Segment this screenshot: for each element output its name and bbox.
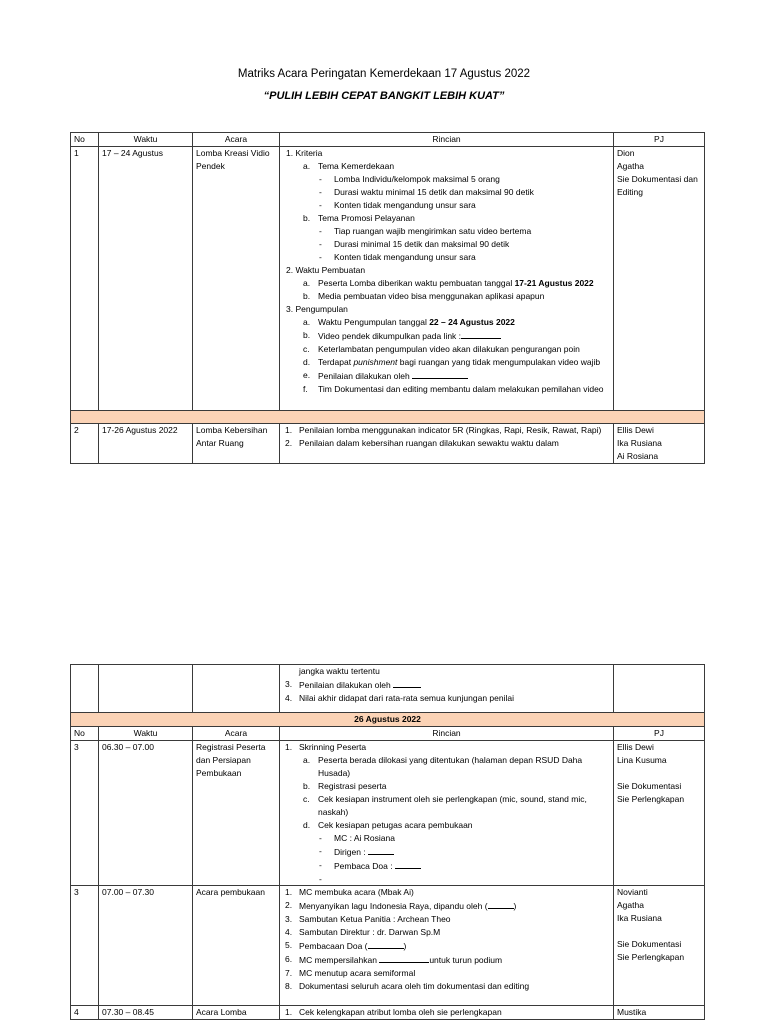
row-pj bbox=[614, 886, 705, 1006]
list-item: - Dirigen : bbox=[283, 845, 610, 859]
row-waktu: 07.00 – 07.30 bbox=[99, 886, 193, 1006]
pj-name: Mustika bbox=[617, 1007, 647, 1017]
header-rincian: Rincian bbox=[280, 727, 614, 741]
list-item: - Durasi minimal 15 detik dan maksimal 90 detik bbox=[319, 239, 510, 249]
pj-name: Agatha bbox=[617, 161, 644, 171]
pj-name: Sie Perlengkapan bbox=[617, 794, 685, 804]
row-pj bbox=[614, 1006, 705, 1020]
theme-kemerdekaan-list bbox=[283, 173, 610, 212]
list-item: • 5. Pembacaan Doa ( ) bbox=[283, 939, 610, 953]
table-header-row bbox=[71, 727, 705, 741]
list-item: • 1. Penilaian lomba menggunakan indicator 5R (Ringkas, Rapi, Resik, Rawat, Rapi) bbox=[283, 424, 610, 437]
list-item: • 2. Penilaian dalam kebersihan ruangan dilakukan sewaktu waktu dalam bbox=[283, 437, 610, 450]
row-rincian bbox=[280, 1006, 614, 1020]
pj-name bbox=[617, 925, 701, 938]
pj-name: Agatha bbox=[617, 900, 644, 910]
pj-name bbox=[617, 767, 701, 780]
row-rincian: • 1. Skrinning Peserta a. Peserta berada dilokasi yang ditentukan (halaman depan RSUD Daha Husada) b. Registrasi peserta c. Cek kesiapan instrument oleh sie perlengkapan (mic, sound, stand mic, naskah) d. Cek kesiapan petugas acara pembukaan - MC : Ai Rosiana - Dirigen : - Pembaca Doa : - bbox=[280, 741, 614, 886]
row-pj bbox=[614, 741, 705, 886]
list-item: e. Penilaian dilakukan oleh bbox=[283, 369, 610, 383]
list-item: • 8. Dokumentasi seluruh acara oleh tim dokumentasi dan editing bbox=[283, 980, 610, 993]
list-item: • 4. Sambutan Direktur : dr. Darwan Sp.M bbox=[283, 926, 610, 939]
pj-name: Sie Perlengkapan bbox=[617, 952, 685, 962]
pj-name: Ai Rosiana bbox=[617, 451, 659, 461]
row-rincian bbox=[280, 424, 614, 464]
row-no: 3 bbox=[71, 886, 99, 1006]
theme-promosi-list bbox=[283, 225, 610, 264]
list-item: d. Terdapat punishment bagi ruangan yang tidak mengumpulakan video wajib bbox=[303, 357, 601, 367]
row-rincian bbox=[280, 147, 614, 411]
pj-name: Ellis Dewi bbox=[617, 425, 654, 435]
list-item: • 3. Sambutan Ketua Panitia : Archean Theo bbox=[283, 913, 610, 926]
pj-name: Lina Kusuma bbox=[617, 755, 667, 765]
list-item: - Konten tidak mengandung unsur sara bbox=[319, 200, 476, 210]
row-acara: Acara pembukaan bbox=[193, 886, 280, 1006]
list-item: b. Media pembuatan video bisa menggunakan aplikasi apapun bbox=[303, 291, 545, 301]
list-item: • 6. MC mempersilahkan untuk turun podium bbox=[283, 953, 610, 967]
list-item: a. Waktu Pengumpulan tanggal 22 – 24 Agustus 2022 bbox=[303, 317, 515, 327]
pj-name: Sie Dokumentasi bbox=[617, 939, 682, 949]
pj-name: Ika Rusiana bbox=[617, 913, 662, 923]
header-acara: Acara bbox=[193, 133, 280, 147]
row-no: 3 bbox=[71, 741, 99, 886]
row-pj bbox=[614, 424, 705, 464]
row-no: 2 bbox=[71, 424, 99, 464]
document-title: Matriks Acara Peringatan Kemerdekaan 17 Agustus 2022 bbox=[237, 68, 531, 80]
list-item: b. Tema Promosi Pelayanan bbox=[303, 213, 415, 223]
list-item: f. Tim Dokumentasi dan editing membantu dalam melakukan pemilahan video bbox=[303, 384, 604, 394]
header-rincian: Rincian bbox=[280, 133, 614, 147]
list-item: a. Peserta Lomba diberikan waktu pembuatan tanggal 17-21 Agustus 2022 bbox=[303, 278, 594, 288]
list-item: - Durasi waktu minimal 15 detik dan maksimal 90 detik bbox=[319, 187, 534, 197]
list-item: - Tiap ruangan wajib mengirimkan satu video bertema bbox=[319, 226, 532, 236]
waktu-pembuatan-heading: 2. Waktu Pembuatan bbox=[286, 265, 366, 275]
date-band-title: 26 Agustus 2022 bbox=[71, 713, 705, 727]
table-row-cleanliness-contest bbox=[71, 424, 705, 464]
header-no: No bbox=[71, 727, 99, 741]
list-item: • 4. Nilai akhir didapat dari rata-rata semua kunjungan penilai bbox=[283, 692, 610, 705]
row-acara: Lomba Kebersihan Antar Ruang bbox=[193, 424, 280, 464]
pj-name: Sie Dokumentasi bbox=[617, 781, 682, 791]
pengumpulan-heading: 3. Pengumpulan bbox=[286, 304, 348, 314]
list-item: - Pembaca Doa : bbox=[283, 859, 610, 873]
criteria-heading: 1. Kriteria bbox=[286, 148, 323, 158]
table-row-contest bbox=[71, 1006, 705, 1020]
list-item: c. Cek kesiapan instrument oleh sie perlengkapan (mic, sound, stand mic, naskah) bbox=[303, 794, 587, 817]
list-item: • 1. MC membuka acara (Mbak Ai) bbox=[283, 886, 610, 899]
header-pj: PJ bbox=[614, 133, 705, 147]
list-item: a. Peserta berada dilokasi yang ditentukan (halaman depan RSUD Daha Husada) bbox=[303, 755, 583, 778]
pj-name: Dion bbox=[617, 148, 635, 158]
row-pj bbox=[614, 147, 705, 411]
list-item: • 1. Cek kelengkapan atribut lomba oleh sie perlengkapan bbox=[283, 1006, 610, 1019]
row-waktu: 07.30 – 08.45 bbox=[99, 1006, 193, 1020]
table-row-registration bbox=[71, 741, 705, 886]
header-no: No bbox=[71, 133, 99, 147]
pj-name: Ika Rusiana bbox=[617, 438, 662, 448]
table-row-cleanliness-continued bbox=[71, 665, 705, 713]
continued-text: jangka waktu tertentu bbox=[299, 666, 380, 676]
table-header-row bbox=[71, 133, 705, 147]
list-item: a. Tema Kemerdekaan bbox=[303, 161, 395, 171]
row-rincian bbox=[280, 886, 614, 1006]
row-acara: Acara Lomba bbox=[193, 1006, 280, 1020]
table-row-opening bbox=[71, 886, 705, 1006]
list-item: c. Keterlambatan pengumpulan video akan dilakukan pengurangan poin bbox=[303, 344, 580, 354]
pj-name: Ellis Dewi bbox=[617, 742, 654, 752]
list-item: - Lomba Individu/kelompok maksimal 5 orang bbox=[319, 174, 500, 184]
list-item: • 3. Penilaian dilakukan oleh bbox=[283, 678, 610, 692]
list-item: - MC : Ai Rosiana bbox=[319, 833, 395, 843]
list-item: • 2. Menyanyikan lagu Indonesia Raya, dipandu oleh ( ) bbox=[283, 899, 610, 913]
table-row-video-contest bbox=[71, 147, 705, 411]
date-band bbox=[71, 713, 705, 727]
row-waktu: 17-26 Agustus 2022 bbox=[99, 424, 193, 464]
list-item: • 7. MC menutup acara semiformal bbox=[283, 967, 610, 980]
row-rincian bbox=[280, 665, 614, 713]
list-item: • 1. Skrinning Peserta bbox=[283, 741, 610, 754]
pj-name: Sie Dokumentasi dan Editing bbox=[617, 174, 698, 197]
header-acara: Acara bbox=[193, 727, 280, 741]
schedule-table-page-2 bbox=[70, 664, 705, 1020]
list-item: b. Registrasi peserta bbox=[303, 781, 387, 791]
row-no: 4 bbox=[71, 1006, 99, 1020]
row-waktu: 17 – 24 Agustus bbox=[99, 147, 193, 411]
row-acara: Lomba Kreasi Vidio Pendek bbox=[193, 147, 280, 411]
schedule-table-page-1 bbox=[70, 132, 705, 464]
pj-name: Novianti bbox=[617, 887, 648, 897]
header-waktu: Waktu bbox=[99, 133, 193, 147]
criteria-list bbox=[283, 160, 610, 173]
separator-band bbox=[71, 411, 705, 424]
list-item: b. Video pendek dikumpulkan pada link : bbox=[283, 329, 610, 343]
row-waktu: 06.30 – 07.00 bbox=[99, 741, 193, 886]
header-pj: PJ bbox=[614, 727, 705, 741]
list-item: - Konten tidak mengandung unsur sara bbox=[319, 252, 476, 262]
row-no: 1 bbox=[71, 147, 99, 411]
row-acara: Registrasi Peserta dan Persiapan Pembukaan bbox=[193, 741, 280, 886]
list-item: d. Cek kesiapan petugas acara pembukaan bbox=[303, 820, 473, 830]
header-waktu: Waktu bbox=[99, 727, 193, 741]
document-subtitle: “PULIH LEBIH CEPAT BANGKIT LEBIH KUAT” bbox=[263, 90, 505, 102]
